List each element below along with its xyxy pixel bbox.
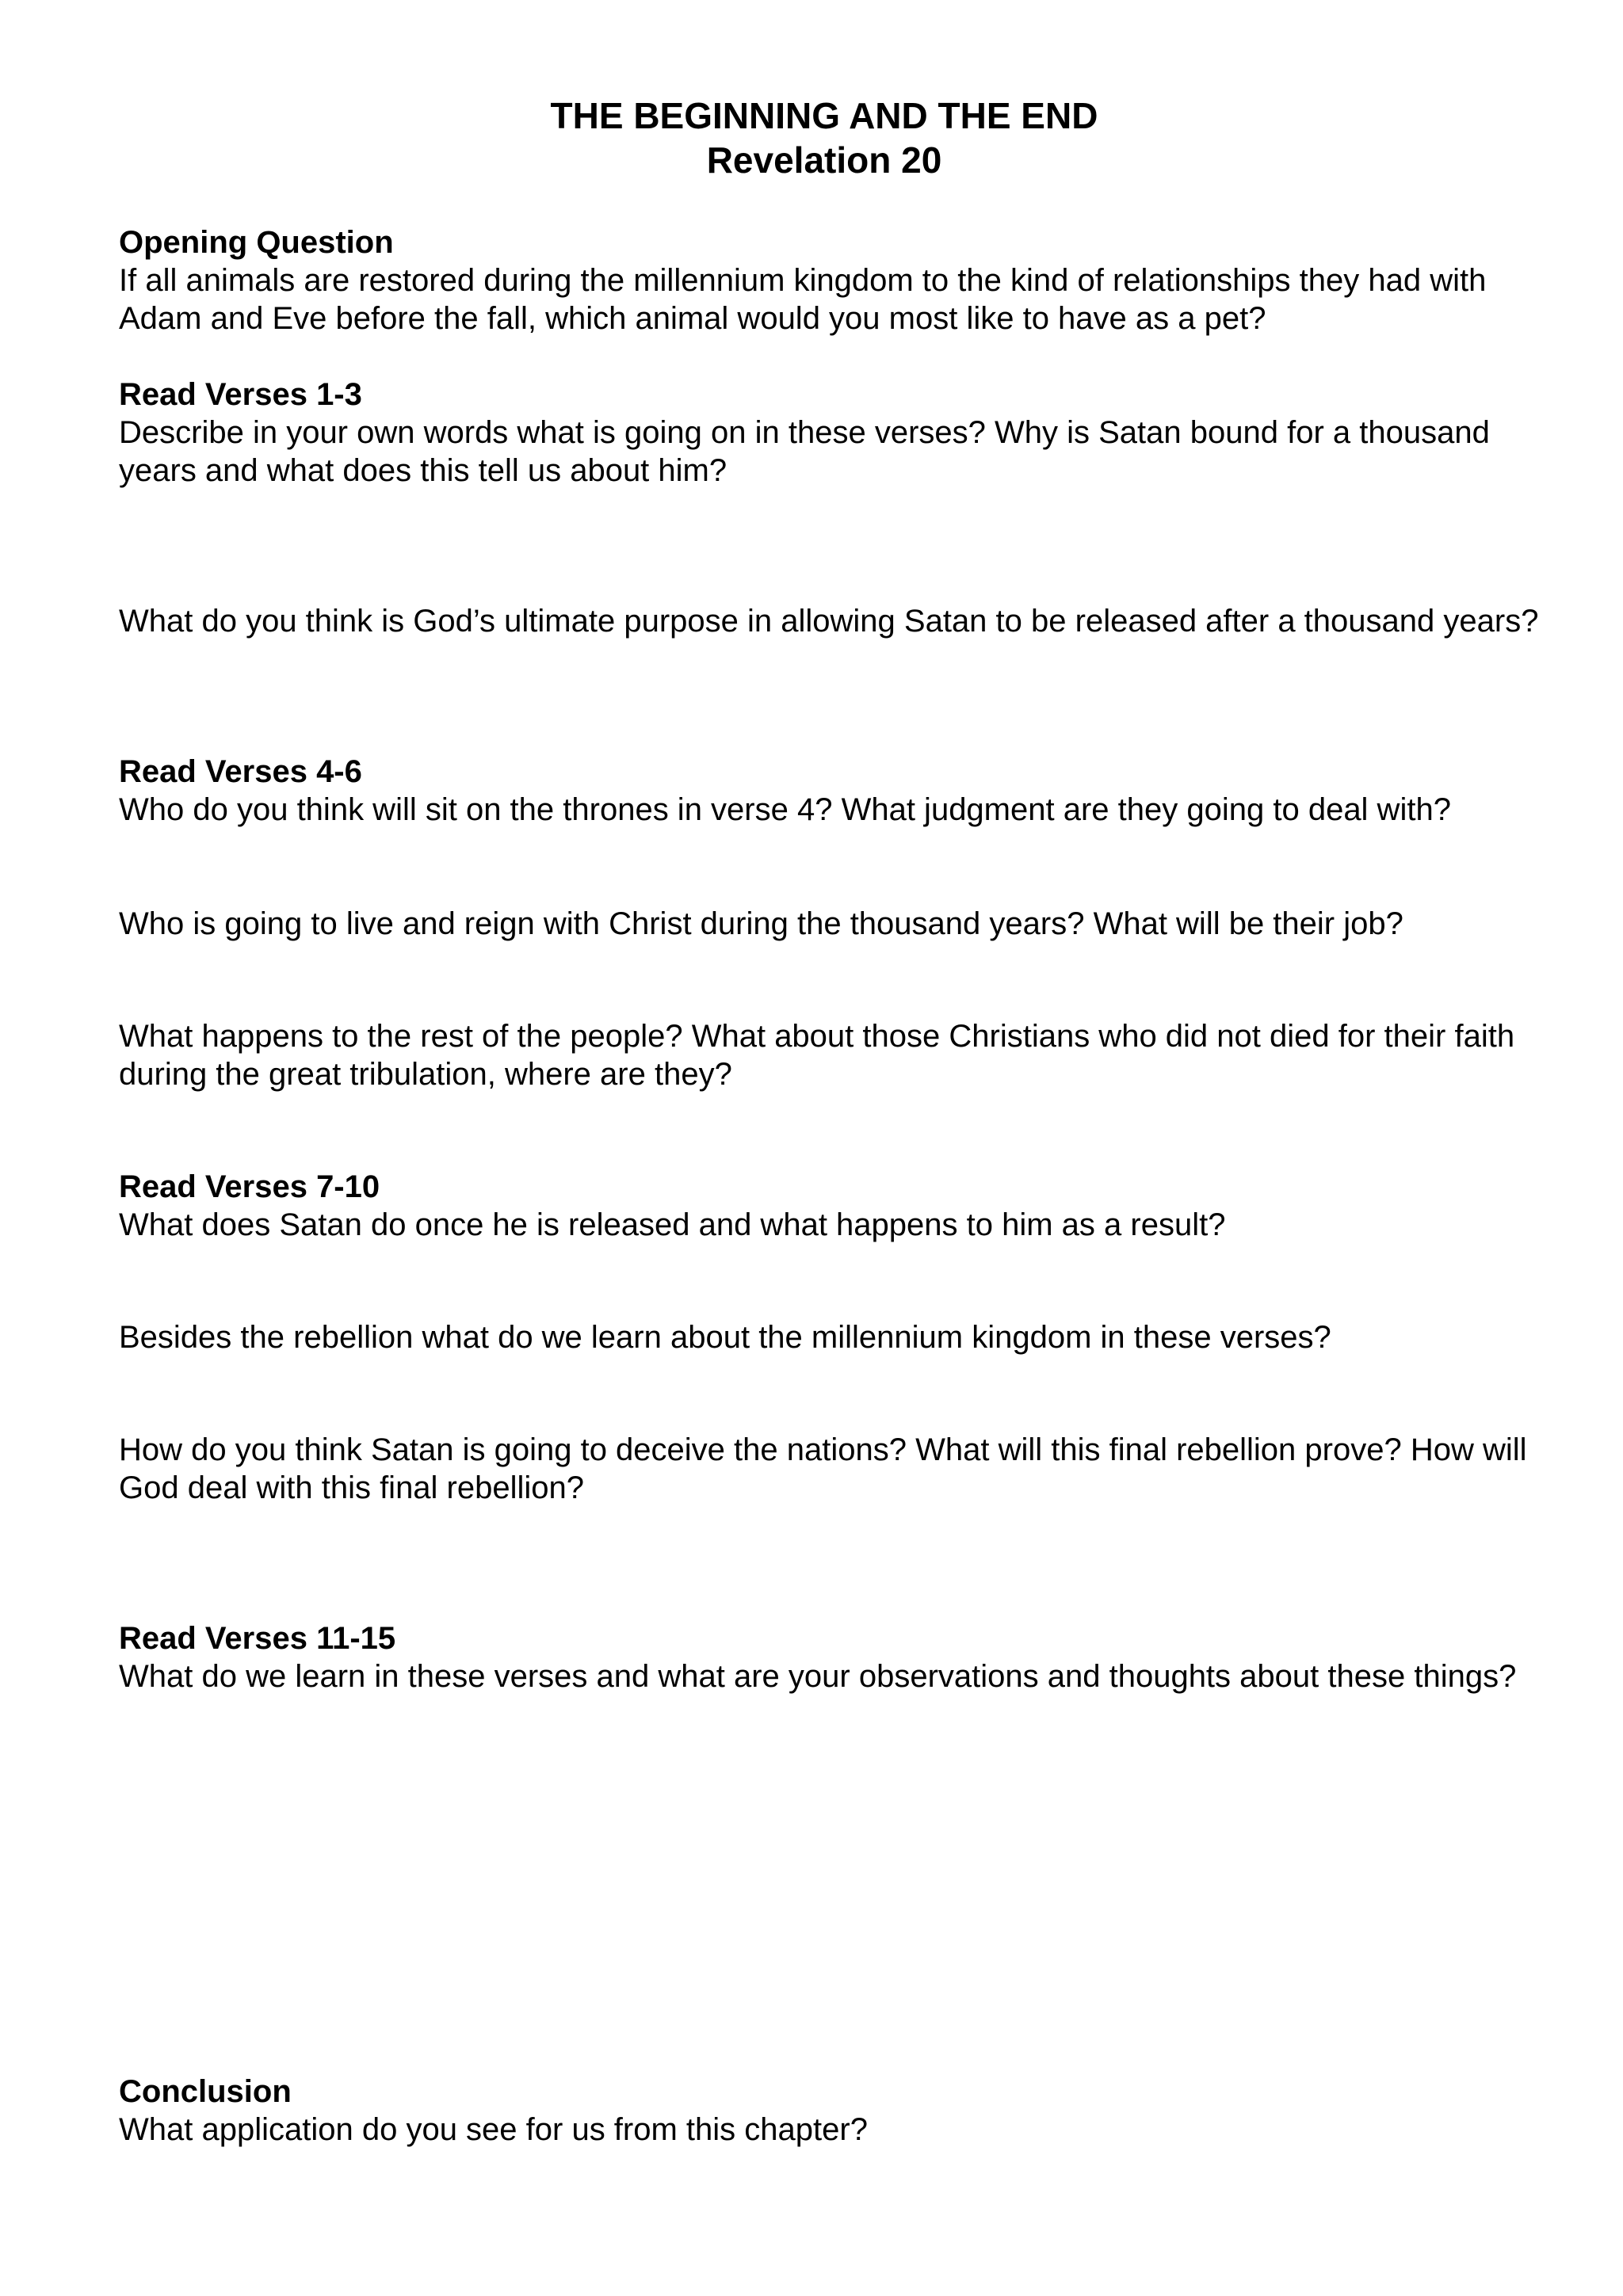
document-header xyxy=(0,93,1623,182)
question-block xyxy=(119,1431,1545,1507)
section-verses-4-6 xyxy=(119,753,1545,829)
question-block xyxy=(119,602,1545,640)
section-heading: Conclusion xyxy=(119,2074,292,2109)
section-verses-7-10 xyxy=(119,1168,1545,1244)
section-opening-question xyxy=(119,223,1545,338)
section-verses-11-15 xyxy=(119,1619,1545,1695)
question-text: What do we learn in these verses and what are your observations and thoughts about these things? xyxy=(119,1659,1517,1694)
section-heading: Opening Question xyxy=(119,225,394,260)
question-block xyxy=(119,905,1545,943)
section-heading: Read Verses 11-15 xyxy=(119,1621,396,1656)
question-text: Who do you think will sit on the thrones in verse 4? What judgment are they going to deal with? xyxy=(119,792,1451,827)
question-text: If all animals are restored during the millennium kingdom to the kind of relationships they had with Adam and Eve before the fall, which animal would you most like to have as a pet? xyxy=(119,263,1487,336)
question-text: How do you think Satan is going to deceive the nations? What will this final rebellion prove? How will God deal with this final rebellion? xyxy=(119,1432,1527,1505)
question-text: What does Satan do once he is released and what happens to him as a result? xyxy=(119,1207,1226,1242)
question-text: Who is going to live and reign with Christ during the thousand years? What will be their job? xyxy=(119,906,1403,941)
section-heading: Read Verses 7-10 xyxy=(119,1169,380,1204)
section-conclusion xyxy=(119,2073,1545,2149)
question-text: Besides the rebellion what do we learn about the millennium kingdom in these verses? xyxy=(119,1320,1331,1355)
question-text: What do you think is God’s ultimate purpose in allowing Satan to be released after a thousand years? xyxy=(119,604,1539,639)
question-text: Describe in your own words what is going on in these verses? Why is Satan bound for a thousand years and what does this tell us about him? xyxy=(119,415,1490,488)
page-subtitle: Revelation 20 xyxy=(706,139,942,181)
section-heading: Read Verses 4-6 xyxy=(119,754,362,789)
question-text: What happens to the rest of the people? What about those Christians who did not died for their faith during the great tribulation, where are they? xyxy=(119,1019,1515,1092)
question-block xyxy=(119,1017,1545,1093)
section-verses-1-3 xyxy=(119,376,1545,490)
section-heading: Read Verses 1-3 xyxy=(119,377,362,412)
question-block xyxy=(119,1318,1545,1356)
question-text: What application do you see for us from this chapter? xyxy=(119,2112,868,2147)
page-title: THE BEGINNING AND THE END xyxy=(550,95,1098,136)
